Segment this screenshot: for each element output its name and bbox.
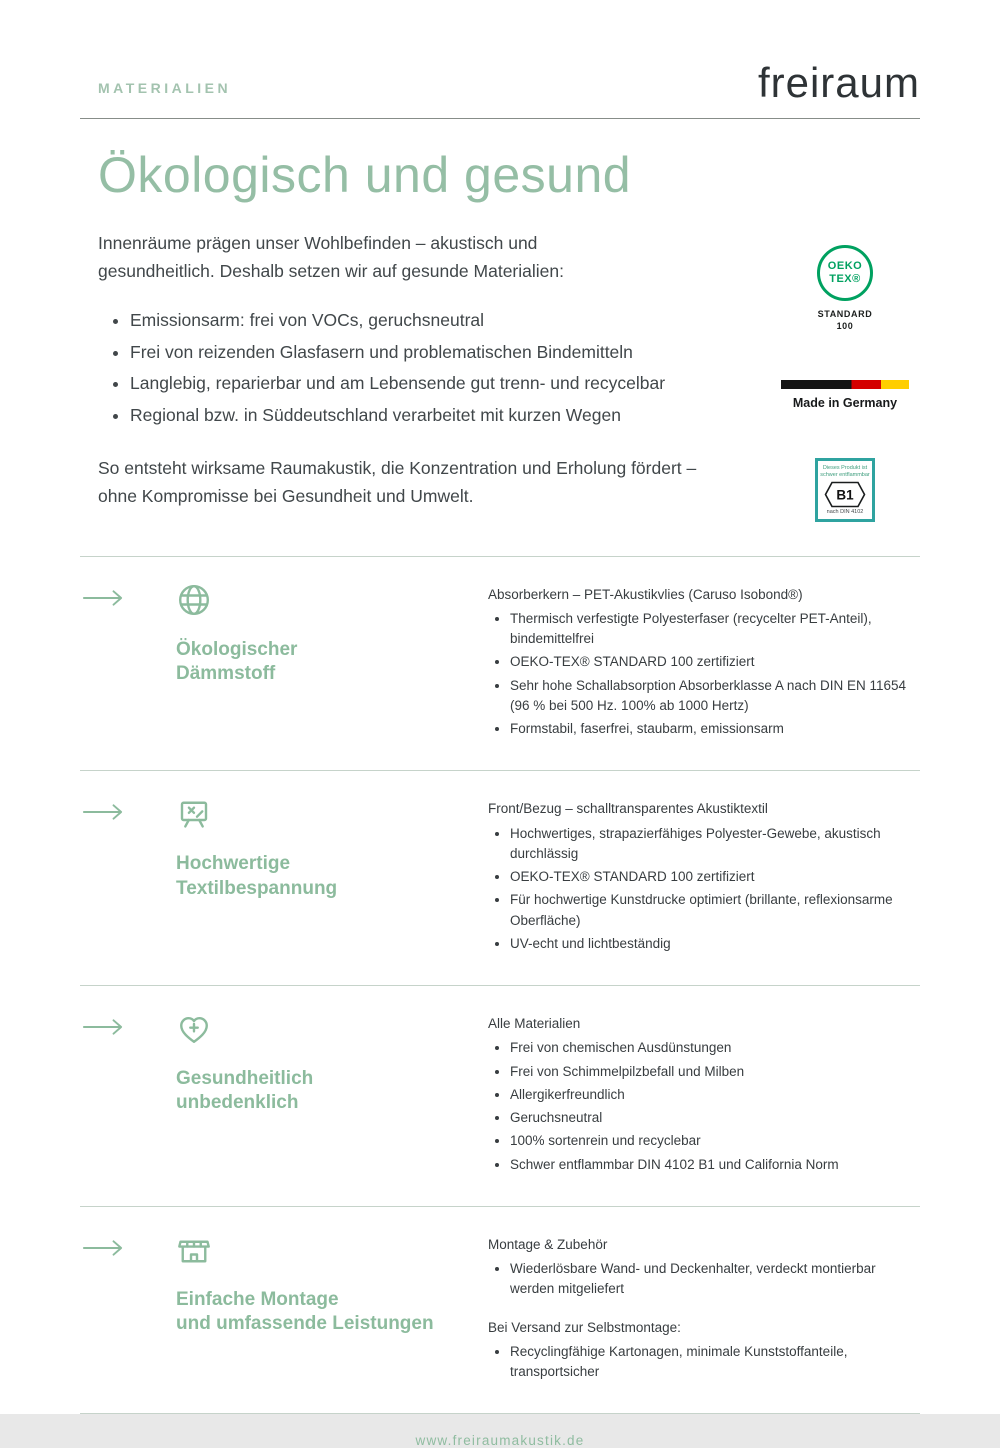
detail-intro: Montage & Zubehör [488, 1236, 608, 1252]
detail-bullet-list [488, 609, 920, 740]
brand-logo: freiraum [757, 59, 920, 106]
bullet-item: • Geruchsneutral [510, 1108, 920, 1128]
bullet-item: • Frei von Schimmelpilzbefall und Milben [510, 1062, 920, 1082]
lead-paragraph: Innenräume prägen unser Wohlbefinden – akustisch und gesundheitlich. Deshalb setzen wir auf gesunde Materialien: [98, 232, 564, 281]
storefront-awning-icon [176, 1232, 488, 1273]
section-oekologischer-daemmstoff [80, 556, 920, 771]
section-title: Ökologischer Dämmstoff [176, 638, 298, 684]
header [80, 59, 920, 119]
arrow-right-icon [82, 803, 124, 821]
detail-bullet-list [488, 1342, 920, 1383]
bullet-item: • Thermisch verfestigte Polyesterfaser (recycelter PET-Anteil), bindemittelfrei [510, 609, 920, 650]
section-title: Einfache Montage und umfassende Leistungen [176, 1288, 434, 1335]
heart-plus-icon [176, 1011, 488, 1052]
section-detail [488, 1232, 920, 1386]
section-gesundheitlich-unbedenklich [80, 985, 920, 1206]
detail-intro: Alle Materialien [488, 1016, 581, 1032]
bullet-item: • Langlebig, reparierbar und am Lebensende gut trenn- und recycelbar [130, 370, 698, 398]
globe-icon [176, 582, 488, 623]
detail-bullet-list [488, 1038, 920, 1175]
eyebrow-label: MATERIALIEN [98, 80, 232, 96]
b1-fire-rating-badge [815, 458, 875, 521]
section-einfache-montage [80, 1206, 920, 1414]
bullet-item: • Frei von chemischen Ausdünstungen [510, 1038, 920, 1058]
footer-url: www.freiraumakustik.de [415, 1433, 585, 1448]
bullet-item: • Allergikerfreundlich [510, 1085, 920, 1105]
oeko-standard-number: 100 [836, 321, 854, 332]
section-detail [488, 796, 920, 957]
section-detail [488, 582, 920, 743]
oeko-line2: TEX® [829, 273, 861, 285]
intro-section [80, 119, 920, 522]
bullet-item: • Sehr hohe Schallabsorption Absorberklasse A nach DIN EN 11654 (96 % bei 500 Hz. 100% ab 1000 Hertz) [510, 676, 920, 717]
certification-badges-column [770, 119, 920, 522]
page-title: Ökologisch und gesund [98, 147, 632, 203]
detail-bullet-list [488, 824, 920, 955]
detail-intro: Bei Versand zur Selbstmontage: [488, 1319, 681, 1335]
arrow-right-icon [82, 1018, 124, 1036]
feature-sections [80, 556, 920, 1414]
bullet-item: • UV-echt und lichtbeständig [510, 934, 920, 954]
bullet-item: • Hochwertiges, strapazierfähiges Polyester-Gewebe, akustisch durchlässig [510, 824, 920, 865]
detail-bullet-list [488, 1259, 920, 1300]
svg-text:B1: B1 [836, 487, 854, 503]
bullet-item: • Regional bzw. in Süddeutschland verarbeitet mit kurzen Wegen [130, 402, 698, 430]
bullet-item: • 100% sortenrein und recyclebar [510, 1131, 920, 1151]
lead-bullet-list [98, 307, 698, 430]
section-detail [488, 1011, 920, 1178]
bullet-item: • Für hochwertige Kunstdrucke optimiert (brillante, reflexionsarme Oberfläche) [510, 890, 920, 931]
intro-text-column [80, 119, 770, 522]
made-in-germany-label: Made in Germany [792, 396, 898, 411]
bullet-item: • Formstabil, faserfrei, staubarm, emissionsarm [510, 719, 920, 739]
oeko-tex-circle-icon [817, 245, 873, 301]
closing-paragraph: So entsteht wirksame Raumakustik, die Konzentration und Erholung fördert – ohne Kompromisse bei Gesundheit und Umwelt. [98, 457, 697, 507]
bullet-item: • Schwer entflammbar DIN 4102 B1 und California Norm [510, 1155, 920, 1175]
canvas-easel-icon [176, 796, 488, 837]
made-in-germany-badge [781, 380, 909, 410]
bullet-item: • Emissionsarm: frei von VOCs, geruchsneutral [130, 307, 698, 335]
bullet-item: • OEKO-TEX® STANDARD 100 zertifiziert [510, 652, 920, 672]
bullet-item: • Wiederlösbare Wand- und Deckenhalter, verdeckt montierbar werden mitgeliefert [510, 1259, 920, 1300]
bullet-item: • Recyclingfähige Kartonagen, minimale Kunststoffanteile, transportsicher [510, 1342, 920, 1383]
section-hochwertige-textilbespannung [80, 770, 920, 985]
b1-hexagon-icon [824, 481, 866, 508]
bullet-item: • OEKO-TEX® STANDARD 100 zertifiziert [510, 867, 920, 887]
oeko-standard-word: STANDARD [817, 309, 873, 319]
section-title: Hochwertige Textilbespannung [176, 853, 338, 899]
bullet-item: • Frei von reizenden Glasfasern und problematischen Bindemitteln [130, 339, 698, 367]
b1-top-text: Dieses Produkt ist schwer entflammbar [820, 465, 870, 479]
oeko-line1: OEKO [827, 260, 863, 273]
detail-intro: Front/Bezug – schalltransparentes Akustiktextil [488, 801, 768, 817]
arrow-right-icon [82, 1239, 124, 1257]
b1-bottom-text: nach DIN 4102 [826, 509, 864, 516]
germany-flag-bar-icon [781, 380, 909, 389]
arrow-right-icon [82, 589, 124, 607]
section-title: Gesundheitlich unbedenklich [176, 1068, 314, 1114]
oeko-standard-label [818, 308, 873, 332]
oeko-tex-badge [817, 245, 873, 332]
footer [80, 1413, 920, 1448]
detail-intro: Absorberkern – PET-Akustikvlies (Caruso Isobond®) [488, 586, 803, 602]
